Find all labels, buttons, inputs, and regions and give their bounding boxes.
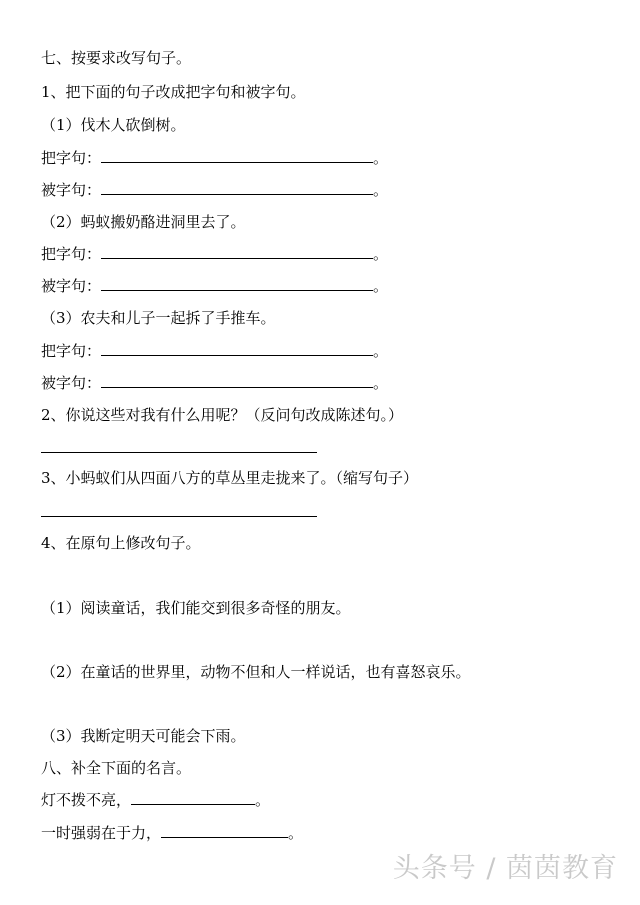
period: 。 (373, 374, 389, 392)
bei-label: 被字句： (41, 181, 102, 199)
quote-row-2 (41, 823, 303, 843)
ba-label: 把字句： (41, 342, 102, 360)
question-3-prompt: 3、小蚂蚁们从四面八方的草丛里走拢来了。（缩写句子） (41, 469, 419, 487)
quote-text: 一时强弱在于力， (41, 824, 162, 842)
answer-blank[interactable] (101, 148, 373, 163)
period: 。 (373, 181, 389, 199)
bei-label: 被字句： (41, 277, 102, 295)
answer-blank[interactable] (101, 373, 373, 388)
section-7-title: 七、按要求改写句子。 (41, 49, 192, 67)
q4-sentence-2[interactable]: （2）在童话的世界里，动物不但和人一样说话，也有喜怒哀乐。 (41, 663, 471, 681)
q2-answer-line[interactable] (41, 452, 317, 453)
answer-blank[interactable] (131, 790, 255, 805)
q1-ba-row-1 (41, 148, 388, 168)
q1-bei-row-2 (41, 276, 388, 296)
q1-sentence-2: （2）蚂蚁搬奶酪进洞里去了。 (41, 213, 246, 231)
period: 。 (373, 149, 389, 167)
q3-answer-line[interactable] (41, 516, 317, 517)
q1-ba-row-3 (41, 341, 388, 361)
period: 。 (288, 824, 304, 842)
period: 。 (373, 277, 389, 295)
q4-sentence-1[interactable]: （1）阅读童话，我们能交到很多奇怪的朋友。 (41, 599, 351, 617)
period: 。 (373, 245, 389, 263)
section-8-title: 八、补全下面的名言。 (41, 759, 192, 777)
period: 。 (255, 791, 271, 809)
answer-blank[interactable] (161, 823, 288, 838)
watermark: 头条号 / 茵茵教育 (392, 853, 618, 884)
answer-blank[interactable] (101, 244, 373, 259)
q1-bei-row-3 (41, 373, 388, 393)
quote-text: 灯不拨不亮， (41, 791, 132, 809)
period: 。 (373, 342, 389, 360)
q1-sentence-1: （1）伐木人砍倒树。 (41, 116, 186, 134)
bei-label: 被字句： (41, 374, 102, 392)
q1-ba-row-2 (41, 244, 388, 264)
question-2-prompt: 2、你说这些对我有什么用呢？（反问句改成陈述句。） (41, 406, 404, 424)
ba-label: 把字句： (41, 245, 102, 263)
q4-sentence-3[interactable]: （3）我断定明天可能会下雨。 (41, 727, 246, 745)
question-1-prompt: 1、把下面的句子改成把字句和被字句。 (41, 83, 306, 101)
quote-row-1 (41, 790, 270, 810)
q1-sentence-3: （3）农夫和儿子一起拆了手推车。 (41, 309, 276, 327)
ba-label: 把字句： (41, 149, 102, 167)
answer-blank[interactable] (101, 180, 373, 195)
answer-blank[interactable] (101, 276, 373, 291)
q1-bei-row-1 (41, 180, 388, 200)
answer-blank[interactable] (101, 341, 373, 356)
question-4-prompt: 4、在原句上修改句子。 (41, 534, 201, 552)
